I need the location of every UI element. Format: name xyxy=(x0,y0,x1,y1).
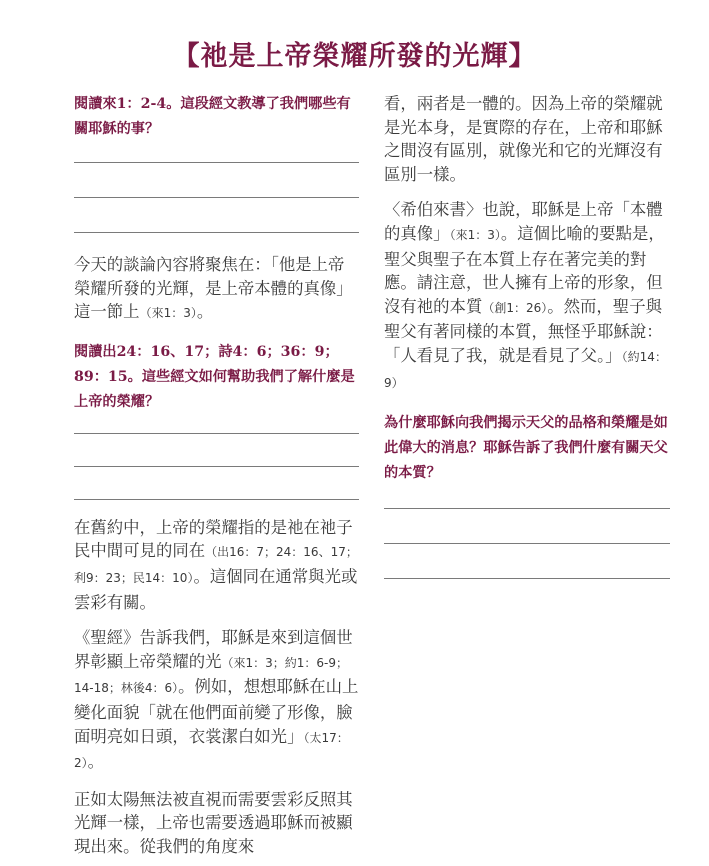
bible-text-mid: 。例如，想想耶穌在山上變化面貌「就在他們面前變了形像，臉面明亮如日頭，衣裳潔白如光」 xyxy=(74,677,359,746)
answer-line[interactable] xyxy=(74,232,359,233)
ot-ref: （出16：7；24：16、17；利9：23；民14：10） xyxy=(74,545,358,585)
heb-ref-2: （創1：26） xyxy=(482,300,548,315)
question-3: 為什麼耶穌向我們揭示天父的品格和榮耀是如此偉大的消息？耶穌告訴了我們什麼有關天父的本質？ xyxy=(384,415,668,482)
ot-text: 在舊約中，上帝的榮耀指的是祂在祂子民中間可見的同在 xyxy=(74,517,353,561)
bible-ref-1: （來1：3；約1：6-9；14-18；林後4：6） xyxy=(74,655,349,696)
question-2: 閱讀出24：16、17；詩4：6；36：9；89：15。這些經文如何幫助我們了解什麼是上帝的榮耀？ xyxy=(74,343,355,410)
page-title: 【祂是上帝榮耀所發的光輝】 xyxy=(172,41,537,72)
bible-text: 《聖經》告訴我們，耶穌是來到這個世界彰顯上帝榮耀的光 xyxy=(74,628,353,671)
heb-ref-1: （來1：3） xyxy=(449,227,501,242)
heb-ref-3: （約14：9） xyxy=(384,349,667,390)
paragraph-bible-light xyxy=(74,626,359,776)
heb-text-end: 。然而，聖子與聖父有著同樣的本質，無怪乎耶穌說：「人看見了我，就是看見了父。」 xyxy=(384,296,663,365)
heb-text: 〈希伯來書〉也說，耶穌是上帝「本體的真像」 xyxy=(384,200,663,243)
ot-text-end: 。這個同在通常與光或雲彩有關。 xyxy=(74,566,358,612)
left-column xyxy=(74,92,359,859)
bible-ref-2: （太17：2） xyxy=(74,730,349,771)
paragraph-old-testament xyxy=(74,516,359,614)
intro-ref: （來1：3） xyxy=(139,306,197,321)
paragraph-sun: 正如太陽無法被直視而需要雲彩反照其光輝一樣，上帝也需要透過耶穌而被顯現出來。從我們的角度來 xyxy=(74,789,353,856)
paragraph-hebrews xyxy=(384,198,670,395)
paragraph-continued: 看，兩者是一體的。因為上帝的榮耀就是光本身，是實際的存在，上帝和耶穌之間沒有區別，就像光和它的光輝沒有區別一樣。 xyxy=(384,94,663,184)
intro-paragraph xyxy=(74,253,359,326)
bible-text-end: 。 xyxy=(87,752,105,772)
question-1: 閱讀來1：2-4。這段經文教導了我們哪些有關耶穌的事？ xyxy=(74,96,351,137)
heb-text-mid: 。這個比喻的要點是，聖父與聖子在本質上存在著完美的對應。請注意，世人擁有上帝的形象，但沒有祂的本質 xyxy=(384,223,665,316)
intro-text: 今天的談論內容將聚焦在：「他是上帝榮耀所發的光輝，是上帝本體的真像」這一節上 xyxy=(74,255,353,322)
right-column xyxy=(384,92,670,579)
answer-line[interactable] xyxy=(384,578,670,579)
intro-tail: 。 xyxy=(196,302,214,322)
answer-line[interactable] xyxy=(74,499,359,500)
